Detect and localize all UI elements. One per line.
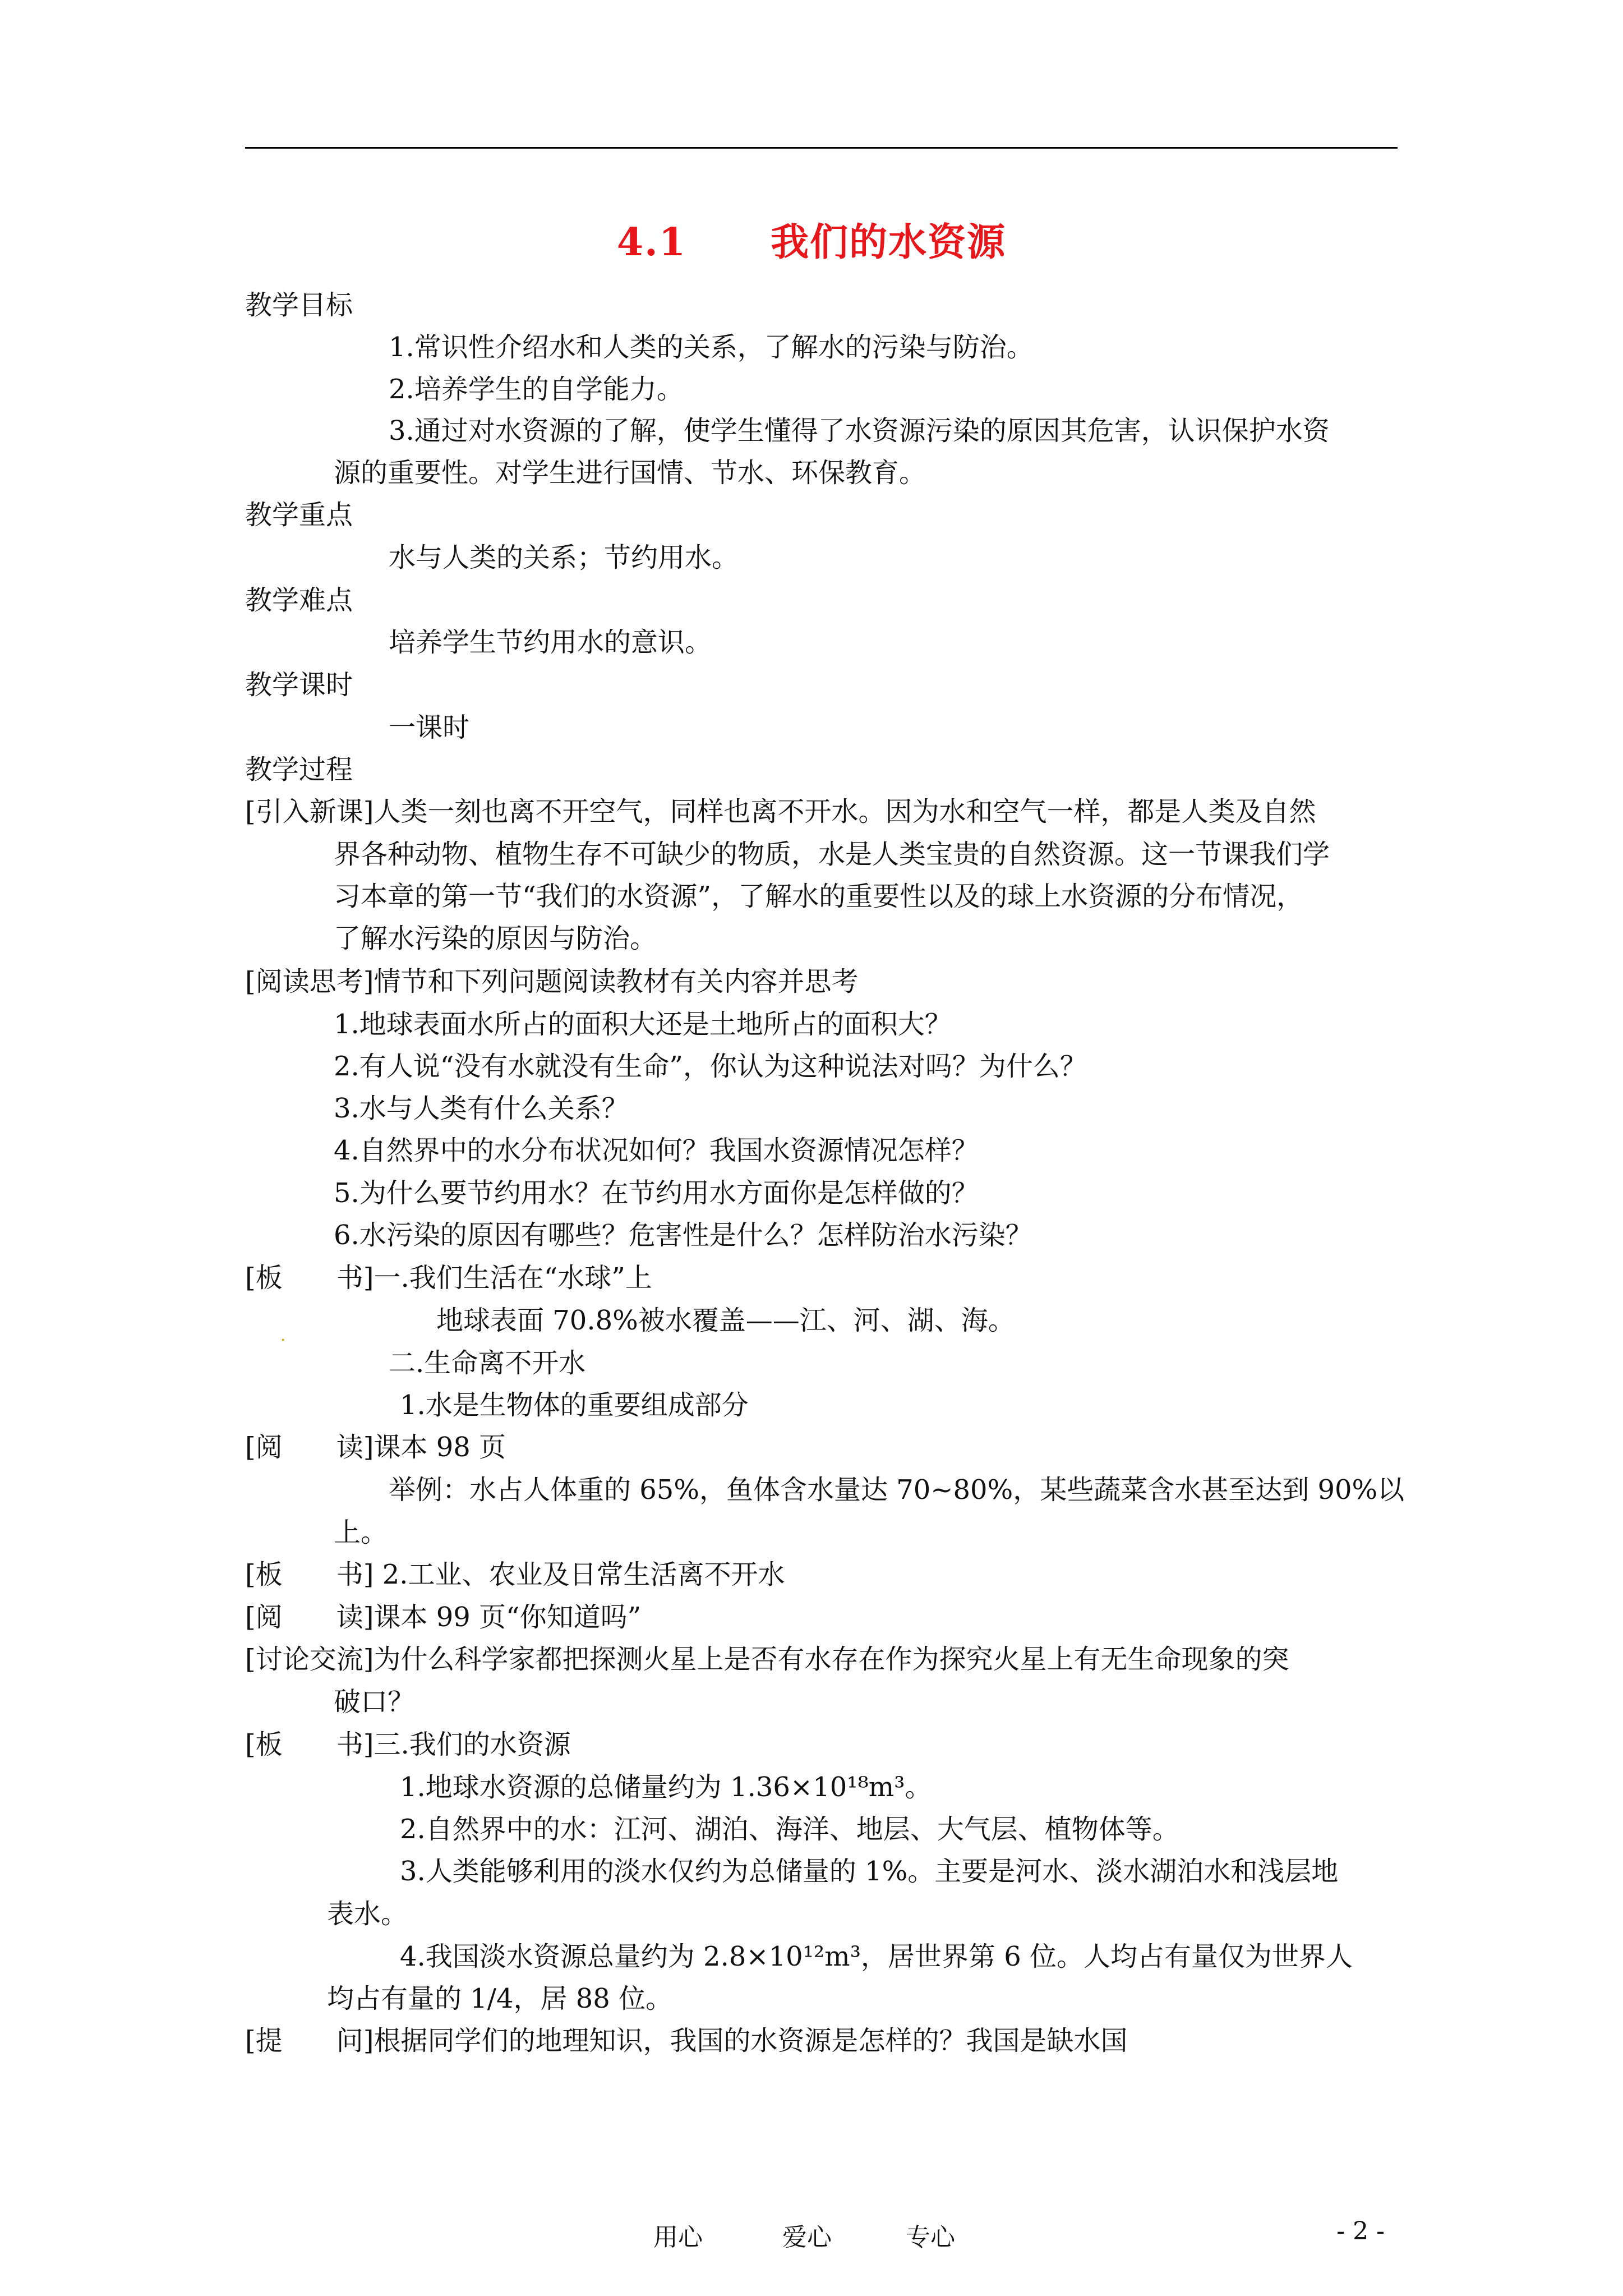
text-line: 1.地球表面水所占的面积大还是土地所占的面积大？ — [334, 1009, 952, 1040]
footer-motto-3: 专心 — [906, 2223, 955, 2252]
text-line: [板 书] 2.工业、农业及日常生活离不开水 — [245, 1559, 785, 1590]
text-line: 5.为什么要节约用水？在节约用水方面你是怎样做的？ — [334, 1177, 979, 1209]
text-line: 4.我国淡水资源总量约为 2.8×10¹²m³，居世界第 6 位。人均占有量仅为世界人 — [400, 1941, 1353, 1972]
title-text: 我们的水资源 — [771, 220, 1007, 265]
text-line: 均占有量的 1/4，居 88 位。 — [327, 1983, 673, 2014]
text-line: [阅 读]课本 98 页 — [245, 1432, 506, 1463]
text-line: 地球表面 70.8%被水覆盖——江、河、湖、海。 — [436, 1305, 1015, 1336]
text-line: 1.常识性介绍水和人类的关系，了解水的污染与防治。 — [389, 332, 1034, 363]
text-line: 6.水污染的原因有哪些？危害性是什么？怎样防治水污染？ — [334, 1220, 1032, 1251]
text-line: 举例：水占人体重的 65%，鱼体含水量达 70~80%，某些蔬菜含水甚至达到 90%以 — [389, 1474, 1405, 1506]
text-line: 二.生命离不开水 — [389, 1347, 586, 1379]
text-line: 3.人类能够利用的淡水仅约为总储量的 1%。主要是河水、淡水湖泊水和浅层地 — [400, 1856, 1339, 1887]
text-line: [阅 读]课本 99 页“你知道吗” — [245, 1602, 642, 1633]
text-line: 一课时 — [389, 712, 470, 743]
text-line: [板 书]三.我们的水资源 — [245, 1729, 571, 1760]
section-heading: 教学重点 — [245, 499, 353, 531]
footer-motto-2: 爱心 — [782, 2223, 832, 2252]
text-line: 3.通过对水资源的了解，使学生懂得了水资源污染的原因其危害，认识保护水资 — [389, 415, 1330, 447]
text-line: 2.有人说“没有水就没有生命”，你认为这种说法对吗？为什么？ — [334, 1051, 1087, 1082]
page-title — [0, 212, 1623, 266]
header-rule — [245, 147, 1398, 149]
text-line: 源的重要性。对学生进行国情、节水、环保教育。 — [334, 457, 926, 489]
text-line: 上。 — [334, 1517, 388, 1548]
section-heading: 教学课时 — [245, 669, 353, 701]
section-heading: 教学过程 — [245, 754, 353, 785]
text-line: 1.水是生物体的重要组成部分 — [400, 1389, 749, 1421]
section-heading: 教学难点 — [245, 585, 353, 616]
text-line: [引入新课]人类一刻也离不开空气，同样也离不开水。因为水和空气一样，都是人类及自然 — [245, 796, 1316, 827]
footer-motto-1: 用心 — [653, 2223, 703, 2252]
text-line: [讨论交流]为什么科学家都把探测火星上是否有水存在作为探究火星上有无生命现象的突 — [245, 1644, 1289, 1675]
text-line: [板 书]一.我们生活在“水球”上 — [245, 1262, 652, 1294]
text-line: 表水。 — [327, 1898, 408, 1930]
title-number: 4.1 — [616, 220, 687, 265]
text-line: 培养学生节约用水的意识。 — [389, 627, 712, 658]
section-heading: 教学目标 — [245, 289, 353, 321]
text-line: 1.地球水资源的总储量约为 1.36×10¹⁸m³。 — [400, 1772, 932, 1803]
text-line: 4.自然界中的水分布状况如何？我国水资源情况怎样？ — [334, 1135, 979, 1166]
text-line: [阅读思考]情节和下列问题阅读教材有关内容并思考 — [245, 966, 859, 997]
text-line: 2.培养学生的自学能力。 — [389, 374, 684, 405]
text-line: 破口？ — [334, 1686, 415, 1718]
text-line: 水与人类的关系；节约用水。 — [389, 542, 739, 573]
text-line: 了解水污染的原因与防治。 — [334, 923, 657, 954]
page-number: - 2 - — [1336, 2217, 1385, 2246]
text-line: [提 问]根据同学们的地理知识，我国的水资源是怎样的？我国是缺水国 — [245, 2025, 1128, 2056]
text-line: 界各种动物、植物生存不可缺少的物质，水是人类宝贵的自然资源。这一节课我们学 — [334, 839, 1330, 870]
stray-dot-mark: · — [280, 1331, 286, 1350]
text-line: 2.自然界中的水：江河、湖泊、海洋、地层、大气层、植物体等。 — [400, 1814, 1179, 1845]
text-line: 习本章的第一节“我们的水资源”，了解水的重要性以及的球上水资源的分布情况， — [334, 881, 1304, 912]
text-line: 3.水与人类有什么关系？ — [334, 1093, 629, 1124]
